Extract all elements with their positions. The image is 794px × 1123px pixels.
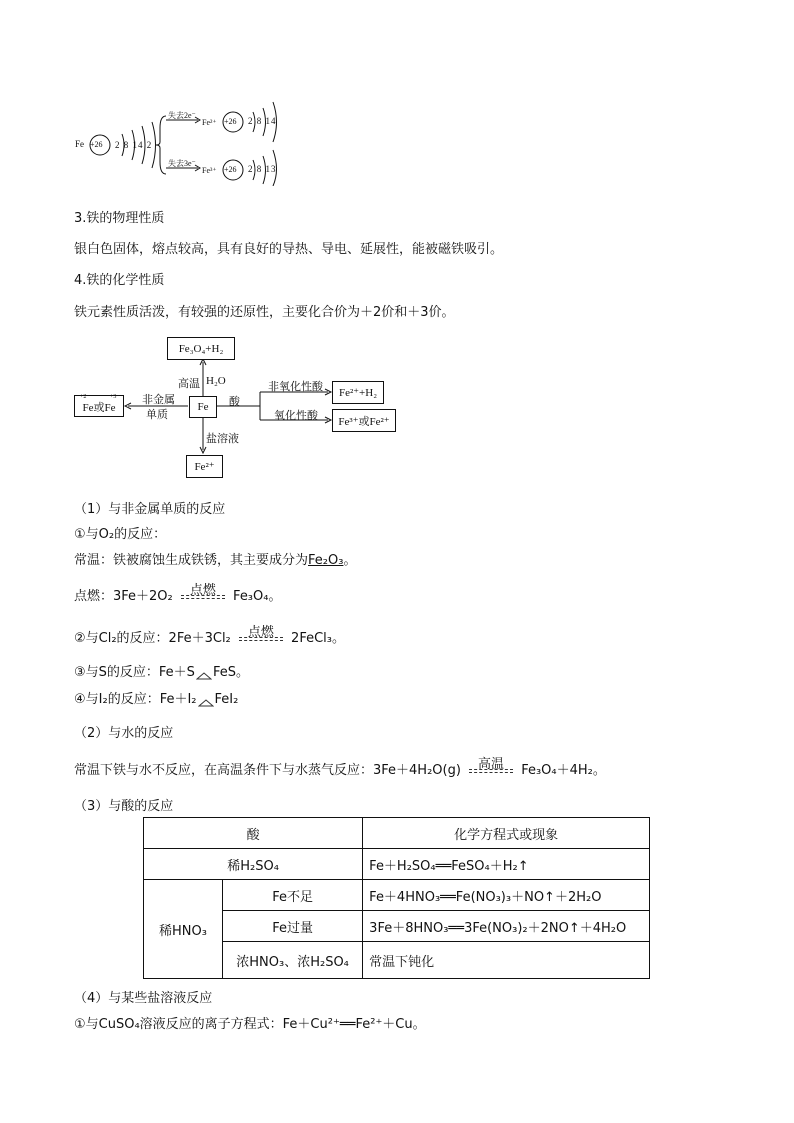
water-condition: 高温 — [478, 756, 505, 772]
p1-cl2-line — [74, 624, 345, 646]
left-condition-2: 单质 — [146, 408, 168, 421]
acid-reaction-table — [143, 817, 650, 979]
fe-label: Fe — [75, 139, 84, 149]
fe-shell-electrons: 2 8 14 2 — [115, 140, 153, 150]
p1-ignite-line — [74, 582, 282, 604]
p1-s-product: FeS。 — [212, 665, 249, 680]
p2-text: 常温下铁与水不反应，在高温条件下与水蒸气反应：3Fe＋4H₂O(g) — [74, 763, 461, 778]
p4-title: （4）与某些盐溶液反应 — [74, 991, 213, 1006]
row1-equation: Fe＋H₂SO₄══FeSO₄＋H₂↑ — [363, 849, 650, 880]
row3-condition: Fe过量 — [223, 911, 363, 942]
row2-equation: Fe＋4HNO₃══Fe(NO₃)₃＋NO↑＋2H₂O — [363, 880, 650, 911]
header-acid: 酸 — [144, 818, 363, 849]
fe2-label: Fe²⁺ — [202, 118, 217, 127]
p1-ignite-prefix: 点燃：3Fe＋2O₂ — [74, 589, 173, 604]
section-3-title: 3.铁的物理性质 — [74, 211, 165, 226]
cl2-condition: 点燃 — [247, 624, 274, 640]
water-condition-arrow — [469, 756, 513, 778]
p1-i2-line — [74, 688, 238, 707]
top-condition-temp: 高温 — [178, 377, 200, 390]
row2-condition: Fe不足 — [223, 880, 363, 911]
p1-cl2-product: 2FeCl₃。 — [291, 631, 345, 646]
p1-cl2-prefix: ②与Cl₂的反应：2Fe＋3Cl₂ — [74, 631, 231, 646]
table-header-row — [144, 818, 650, 849]
row4-acid: 浓HNO₃、浓H₂SO₄ — [223, 942, 363, 979]
section-3-text: 银白色固体，熔点较高，具有良好的导热、导电、延展性，能被磁铁吸引。 — [74, 242, 504, 257]
left-product-text: Fe或Fe — [82, 402, 116, 414]
p4-text: ①与CuSO₄溶液反应的离子方程式：Fe＋Cu²⁺══Fe²⁺＋Cu。 — [74, 1017, 426, 1032]
left-condition-1: 非金属 — [142, 393, 175, 406]
p1-room-line — [74, 549, 356, 568]
p1-room-suffix: 。 — [343, 553, 357, 568]
fe3-label: Fe³⁺ — [202, 166, 217, 175]
ignite-condition: 点燃 — [189, 582, 216, 598]
row4-equation: 常温下钝化 — [363, 942, 650, 979]
hno3-label: 稀HNO₃ — [144, 880, 223, 979]
bottom-product-box: Fe²⁺ — [186, 455, 223, 478]
fe2-shell-electrons: 2 8 14 — [248, 116, 277, 126]
fe3-shell-electrons: 2 8 13 — [248, 164, 277, 174]
p2-product: Fe₃O₄＋4H₂。 — [521, 763, 606, 778]
heat-triangle-icon — [196, 669, 212, 677]
p1-ignite-product: Fe₃O₄。 — [233, 589, 282, 604]
p1-o2-title: ①与O₂的反应： — [74, 527, 167, 542]
p1-title: （1）与非金属单质的反应 — [74, 502, 226, 517]
p3-title: （3）与酸的反应 — [74, 799, 174, 814]
non-oxidizing-acid-label: 非氧化性酸 — [268, 380, 323, 393]
table-row — [144, 849, 650, 880]
acid-label: 酸 — [229, 395, 240, 408]
p1-i2-product: FeI₂ — [214, 692, 239, 707]
header-equation: 化学方程式或现象 — [363, 818, 650, 849]
p1-room-answer: Fe₂O₃ — [308, 553, 344, 568]
right-product-box-1: Fe²⁺+H₂ — [332, 381, 384, 404]
p1-i2-prefix: ④与I₂的反应：Fe＋I₂ — [74, 692, 197, 707]
left-ox-state-3: +3 — [110, 394, 117, 400]
right-product-box-2: Fe³⁺或Fe²⁺ — [332, 409, 396, 432]
fe-center-box: Fe — [189, 396, 217, 418]
row1-acid: 稀H₂SO₄ — [144, 849, 363, 880]
top-condition-water: H₂O — [206, 375, 226, 387]
table-row — [144, 880, 650, 911]
row3-equation: 3Fe＋8HNO₃══3Fe(NO₃)₂＋2NO↑＋4H₂O — [363, 911, 650, 942]
section-4-text: 铁元素性质活泼，有较强的还原性，主要化合价为＋2价和＋3价。 — [74, 305, 455, 320]
fe-core-charge: +26 — [90, 140, 103, 149]
left-ox-state-2: +2 — [80, 394, 87, 400]
fe3-core-charge: +26 — [224, 165, 237, 174]
ignite-condition-arrow — [181, 582, 225, 604]
p1-room-prefix: 常温：铁被腐蚀生成铁锈，其主要成分为 — [74, 553, 309, 568]
p2-title: （2）与水的反应 — [74, 726, 174, 741]
cl2-condition-arrow — [239, 624, 283, 646]
heat-triangle-icon — [198, 696, 214, 704]
p1-s-line — [74, 661, 249, 680]
lose-3e-label: 失去3e⁻ — [168, 159, 196, 168]
top-product-box: Fe₃O₄+H₂ — [167, 337, 235, 360]
oxidizing-acid-label: 氧化性酸 — [274, 409, 318, 422]
p2-line — [74, 756, 606, 778]
section-4-title: 4.铁的化学性质 — [74, 273, 165, 288]
lose-2e-label: 失去2e⁻ — [168, 111, 196, 120]
bottom-condition: 盐溶液 — [206, 432, 239, 445]
fe2-core-charge: +26 — [224, 117, 237, 126]
p1-s-prefix: ③与S的反应：Fe＋S — [74, 665, 195, 680]
